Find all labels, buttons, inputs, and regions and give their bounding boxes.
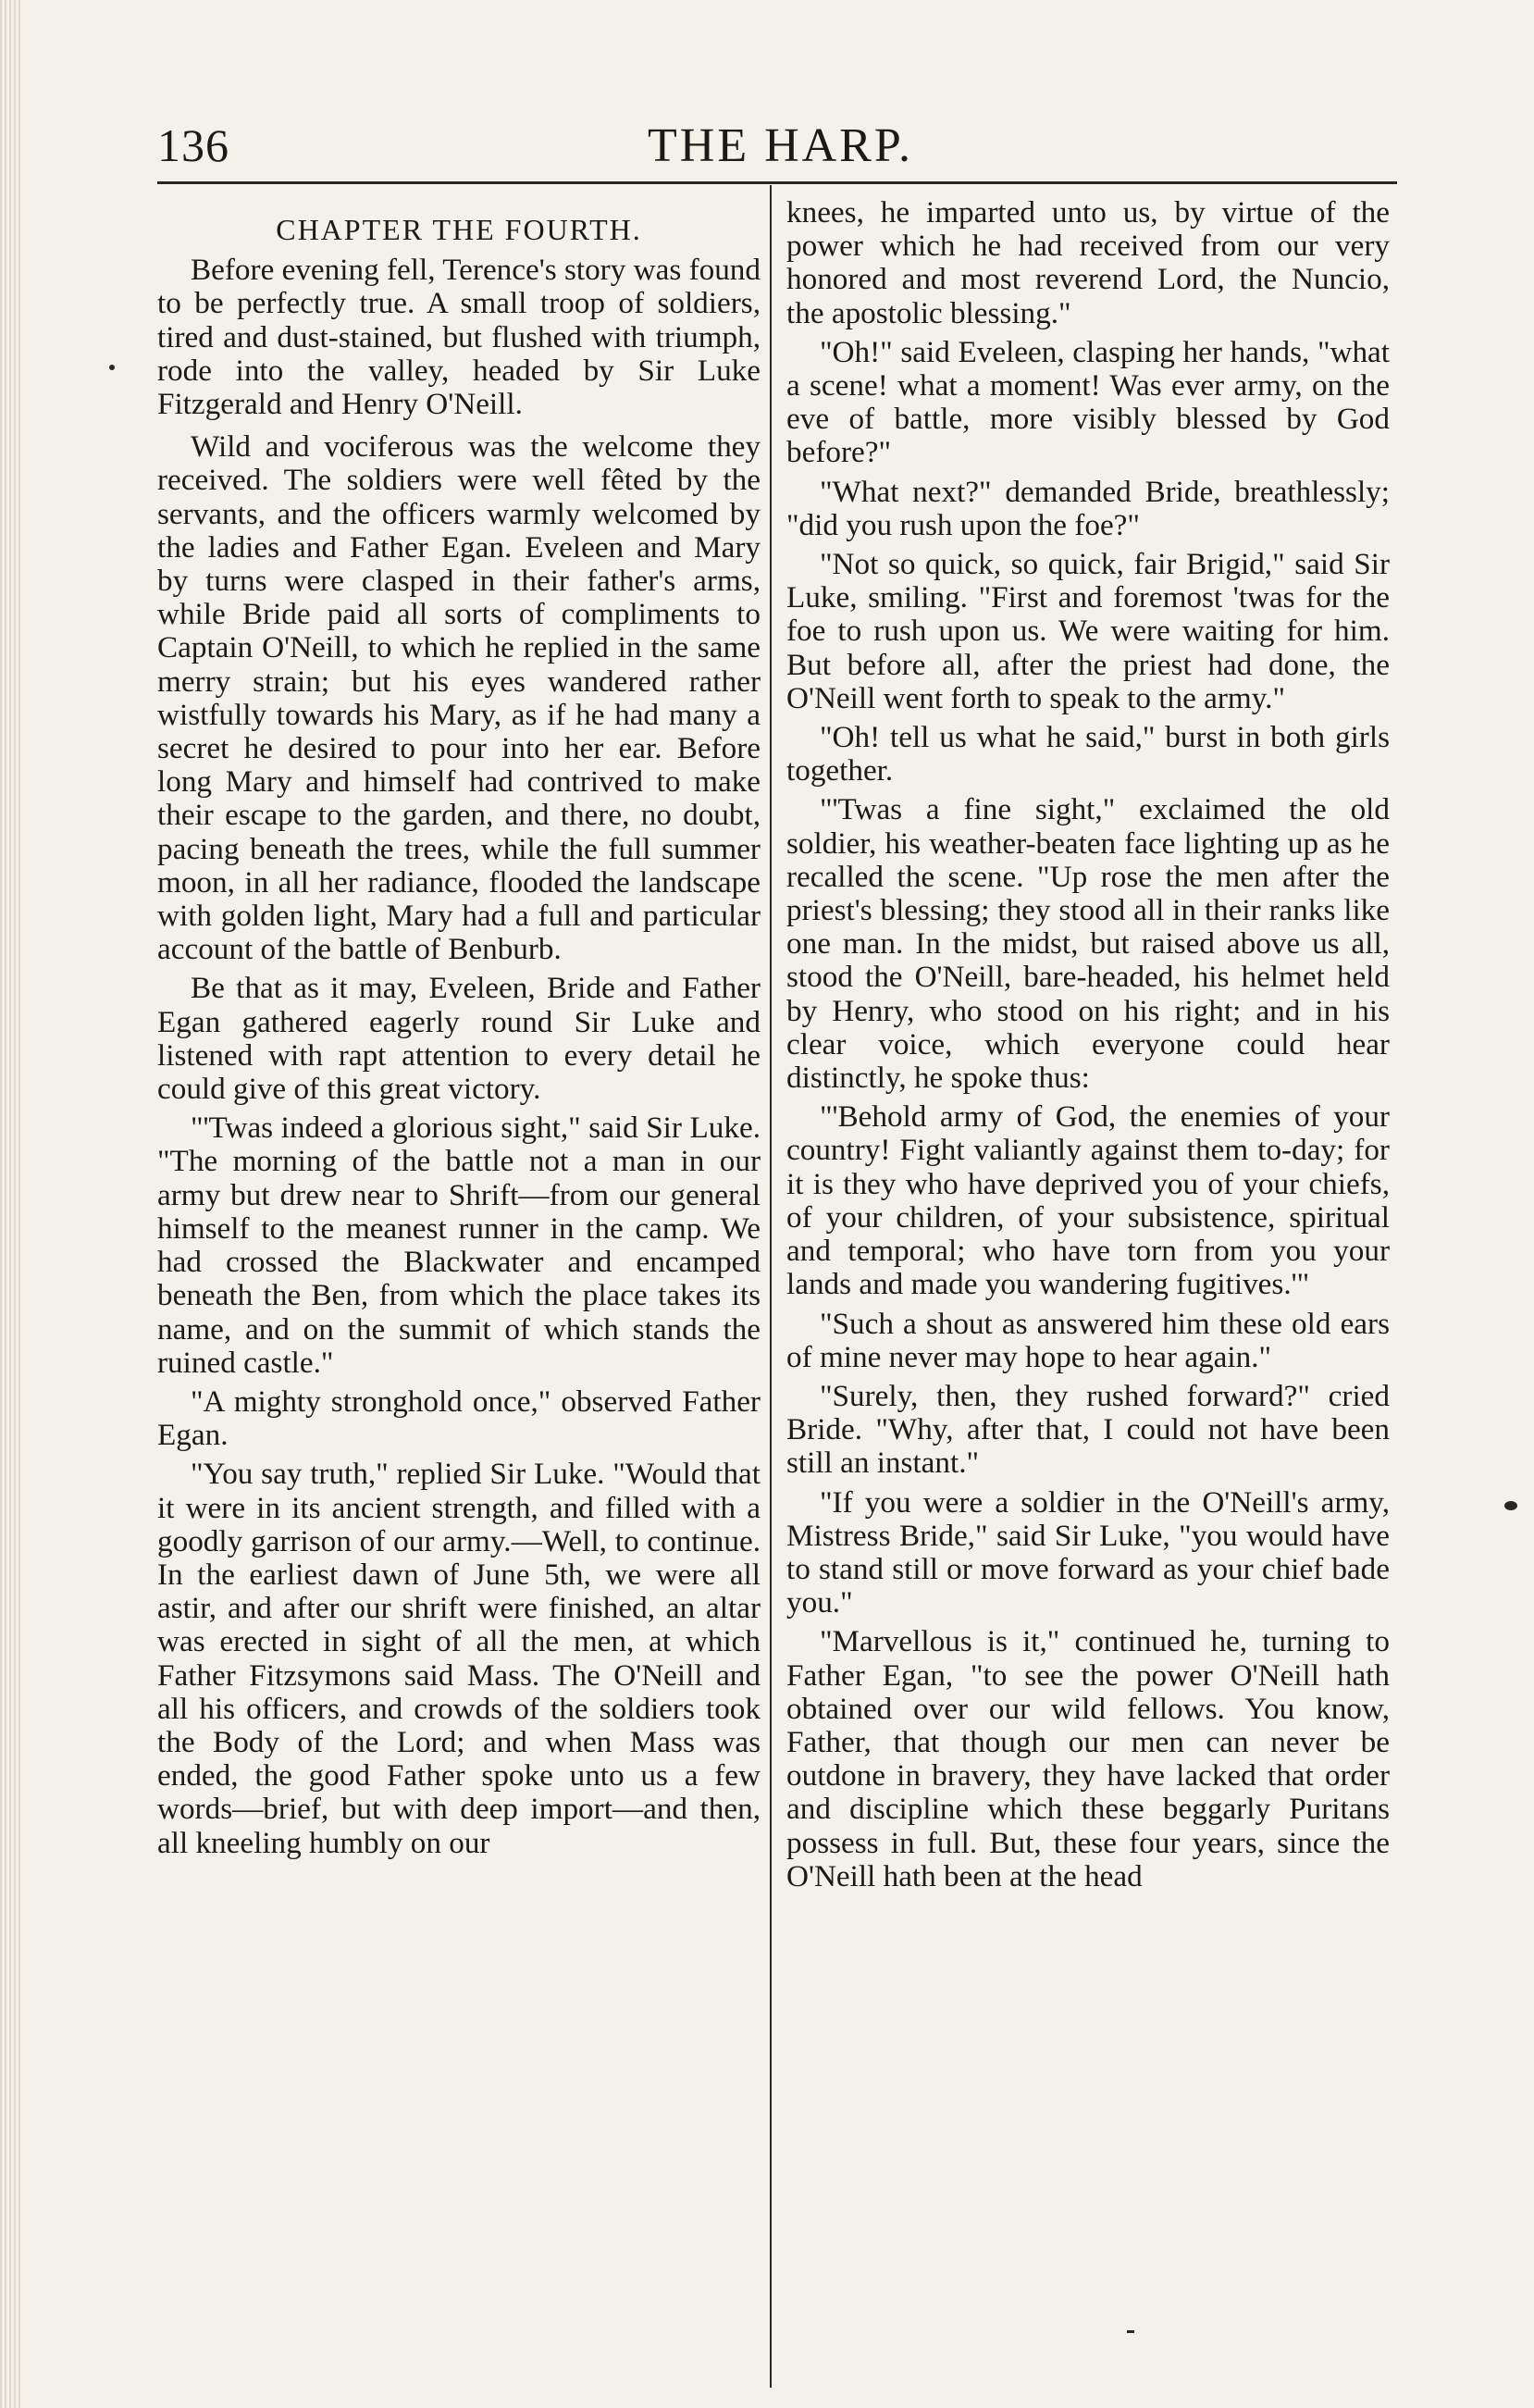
- paragraph: knees, he imparted unto us, by virtue of the power which he had received from our very honored and most reverend Lord, the Nuncio, the apostolic blessing.": [786, 195, 1390, 330]
- paragraph: "If you were a soldier in the O'Neill's army, Mistress Bride," said Sir Luke, "you would have to stand still or move forward as your chief bade you.": [786, 1484, 1390, 1620]
- paragraph: "'Twas indeed a glorious sight," said Sir Luke. "The morning of the battle not a man in our army but drew near to Shrift—from our general himself to the meanest runner in the camp. We had crossed the Blackwater and encamped beneath the Ben, from which the place takes its name, and on the summit of which stands the ruined castle.": [157, 1111, 761, 1380]
- paragraph: "Marvellous is it," continued he, turning to Father Egan, "to see the power O'Neill hath obtained over our wild fellows. You know, Father, that though our men can never be outdone in bravery, they have lacked that order and discipline which these beggarly Puritans possess in full. But, these four years, since the O'Neill hath been at the head: [786, 1624, 1390, 1893]
- paragraph: Before evening fell, Terence's story was found to be perfectly true. A small troop of soldiers, tired and dust-stained, but flushed with triumph, rode into the valley, headed by Sir Luke Fitzgerald and Henry O'Neill.: [157, 253, 761, 422]
- paragraph: "You say truth," replied Sir Luke. "Would that it were in its ancient strength, and filled with a goodly garrison of our army.—Well, to continue. In the earliest dawn of June 5th, we were all astir, and after our shrift were finished, an altar was erected in sight of all the men, at which Father Fitzsymons said Mass. The O'Neill and all his officers, and crowds of the soldiers took the Body of the Lord; and when Mass was ended, the good Father spoke unto us a few words—brief, but with deep import—and then, all kneeling humbly on our: [157, 1457, 761, 1860]
- column-divider: [770, 185, 772, 2388]
- paragraph: "Not so quick, so quick, fair Brigid," said Sir Luke, smiling. "First and foremost 'twas for the foe to rush upon us. We were waiting for him. But before all, after the priest had done, the O'Neill went forth to speak to the army.": [786, 547, 1390, 715]
- paragraph: "Oh! tell us what he said," burst in both girls together.: [786, 720, 1390, 788]
- page-header: [157, 111, 1397, 185]
- paragraph: Wild and vociferous was the welcome they received. The soldiers were well fêted by the servants, and the officers warmly welcomed by the ladies and Father Egan. Eveleen and Mary by turns were clasped in their father's arms, while Bride paid all sorts of compliments to Captain O'Neill, to which he replied in the same merry strain; but his eyes wandered rather wistfully towards his Mary, as if he had many a secret he desired to pour into her ear. Before long Mary and himself had contrived to make their escape to the garden, and there, no doubt, pacing beneath the trees, while the full summer moon, in all her radiance, flooded the landscape with golden light, Mary had a full and particular account of the battle of Benburb.: [157, 429, 761, 967]
- paragraph: "'Behold army of God, the enemies of your country! Fight valiantly against them to-day; for it is they who have deprived you of your chiefs, of your children, of your subsistence, spiritual and temporal; who have torn from you your lands and made you wandering fugitives.'": [786, 1099, 1390, 1302]
- chapter-heading: CHAPTER THE FOURTH.: [276, 213, 642, 246]
- header-rule: [157, 181, 1397, 184]
- paragraph: "Such a shout as answered him these old ears of mine never may hope to hear again.": [786, 1306, 1390, 1374]
- page-number: 136: [157, 119, 229, 171]
- ink-speck: [1127, 2330, 1134, 2333]
- paragraph: "Surely, then, they rushed forward?" cried Bride. "Why, after that, I could not have been still an instant.": [786, 1378, 1390, 1481]
- paragraph: "'Twas a fine sight," exclaimed the old soldier, his weather-beaten face lighting up as he recalled the scene. "Up rose the men after the priest's blessing; they stood all in their ranks like one man. In the midst, but raised above us all, stood the O'Neill, bare-headed, his helmet held by Henry, who stood on his right; and in his clear voice, which everyone could hear distinctly, he spoke thus:: [786, 792, 1390, 1096]
- paragraph: "Oh!" said Eveleen, clasping her hands, "what a scene! what a moment! Was ever army, on the eve of battle, more visibly blessed by God before?": [786, 334, 1390, 470]
- running-title: THE HARP.: [648, 119, 914, 172]
- ink-speck: [109, 365, 115, 370]
- paragraph: Be that as it may, Eveleen, Bride and Father Egan gathered eagerly round Sir Luke and listened with rapt attention to every detail he could give of this great victory.: [157, 971, 761, 1107]
- ink-speck: [1504, 1501, 1517, 1510]
- binding-edge: [0, 0, 22, 2408]
- right-column: [786, 196, 1390, 1899]
- paragraph: "What next?" demanded Bride, breathlessly; "did you rush upon the foe?": [786, 474, 1390, 542]
- paragraph: "A mighty stronghold once," observed Father Egan.: [157, 1384, 761, 1453]
- left-column: [157, 196, 761, 1866]
